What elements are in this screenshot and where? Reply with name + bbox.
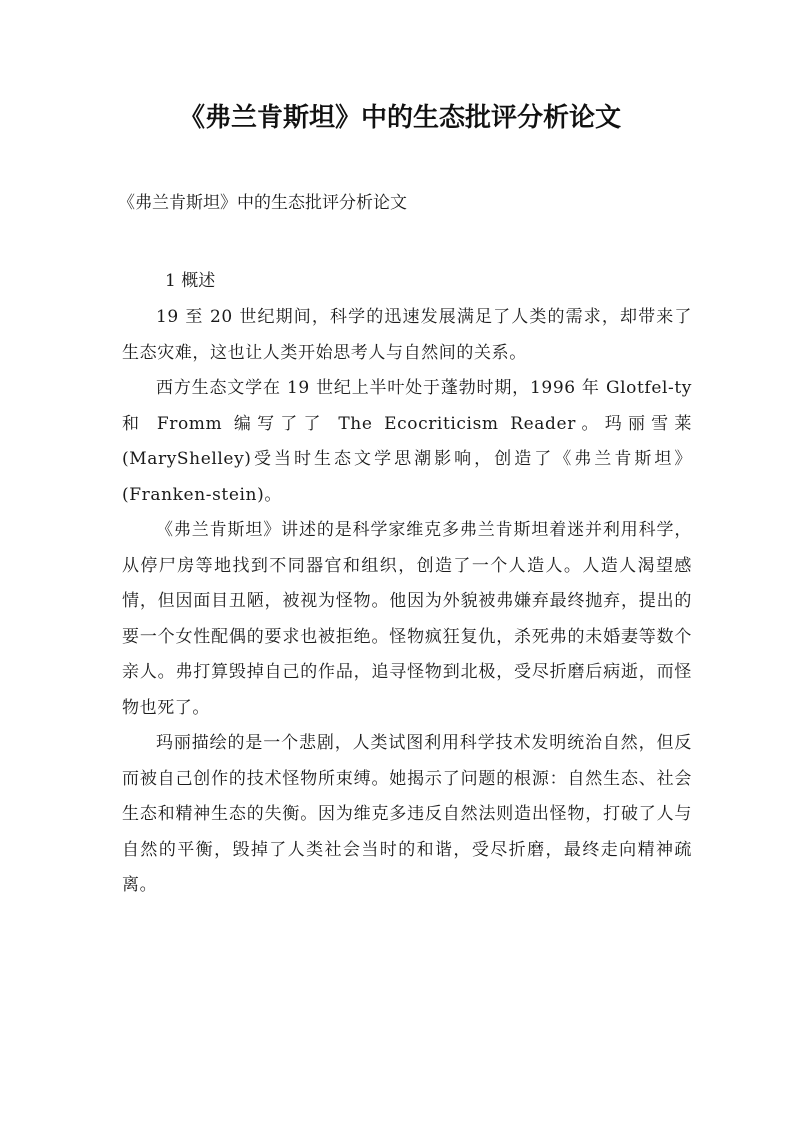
paragraph-1: 19 至 20 世纪期间，科学的迅速发展满足了人类的需求，却带来了生态灾难，这也让人类开始思考人与自然间的关系。	[122, 307, 692, 363]
section-heading-overview: 1 概述	[165, 271, 216, 291]
paragraph-2: 西方生态文学在 19 世纪上半叶处于蓬勃时期，1996 年 Glotfel-ty 和 Fromm 编写了了 The Ecocriticism Reader。玛丽雪莱(MaryShelley)受当时生态文学思潮影响，创造了《弗兰肯斯坦》(Franken-stein)。	[122, 378, 692, 505]
document-subtitle: 《弗兰肯斯坦》中的生态批评分析论文	[118, 193, 407, 213]
document-title: 《弗兰肯斯坦》中的生态批评分析论文	[178, 103, 621, 133]
document-body	[122, 300, 692, 904]
paragraph-4: 玛丽描绘的是一个悲剧，人类试图利用科学技术发明统治自然，但反而被自己创作的技术怪物所束缚。她揭示了问题的根源：自然生态、社会生态和精神生态的失衡。因为维克多违反自然法则造出怪物，打破了人与自然的平衡，毁掉了人类社会当时的和谐，受尽折磨，最终走向精神疏离。	[122, 733, 692, 895]
paragraph-3: 《弗兰肯斯坦》讲述的是科学家维克多弗兰肯斯坦着迷并利用科学，从停尸房等地找到不同器官和组织，创造了一个人造人。人造人渴望感情，但因面目丑陋，被视为怪物。他因为外貌被弗嫌弃最终抛弃，提出的要一个女性配偶的要求也被拒绝。怪物疯狂复仇，杀死弗的未婚妻等数个亲人。弗打算毁掉自己的作品，追寻怪物到北极，受尽折磨后病逝，而怪物也死了。	[122, 520, 692, 718]
